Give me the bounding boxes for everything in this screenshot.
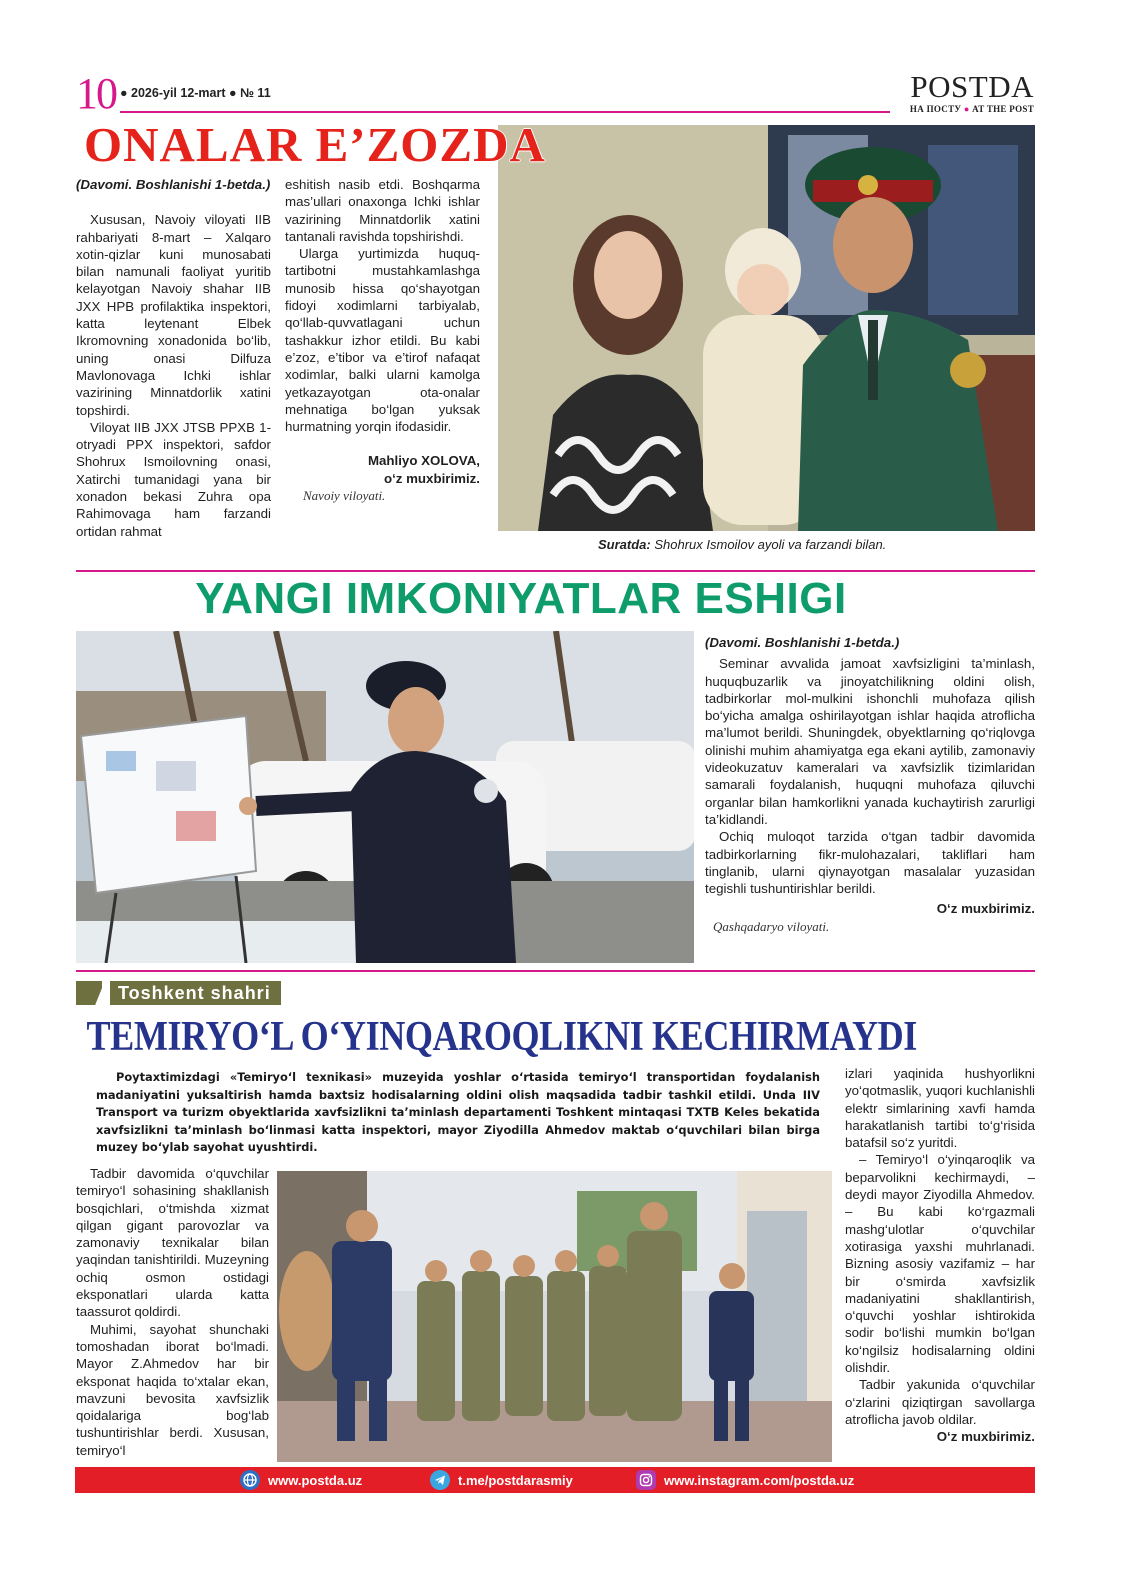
masthead-sub-right: AT THE POST	[972, 104, 1034, 114]
article3-paragraph: izlari yaqinida hushyorlikni yo‘qotmaslik, yuqori kuchlanishli elektr simlarining xavfi hamda harakatlanish tartibi to‘g‘risida batafsil so‘z yuritdi.	[845, 1066, 1035, 1151]
article3-paragraph: – Temiryo‘l o‘yinqaroqlik va beparvolikni kechirmaydi, – deydi mayor Ziyodilla Ahmedov. – Bu kabi ko‘rgazmali mashg‘ulotlar o‘quvchilar xotirasiga yaxshi muhrlanadi. Bizning asosiy vazifamiz – har bir o‘smirda xavfsizlik madaniyatini shakllantirish, o‘quvchi yoshlar ishtirokida sodir bo‘lishi mumkin bo‘lgan ko‘ngilsiz hodisalarning oldini olishdir.	[845, 1152, 1035, 1376]
masthead-sub-sep: ●	[963, 104, 970, 114]
article2-lead: (Davomi. Boshlanishi 1-betda.)	[705, 635, 900, 650]
masthead-logo: POSTDA	[910, 69, 1034, 104]
caption-text: Shohrux Ismoilov ayoli va farzandi bilan.	[650, 537, 887, 552]
article1-paragraph: Xususan, Navoiy viloyati IIB rahbariyati 8-mart – Xalqaro xotin-qizlar kuni munosabati bilan namunali faoliyat yuritib kelayotgan Navoiy shahar IIB JXX HPB profilaktika inspektori, katta leytenant Elbek Ikromovning xonadonida bo‘lib, uning onasi Dilfuza Mavlonovaga Ichki ishlar vazirining Minnatdorlik xatini topshirdi.	[76, 212, 271, 418]
footer-link-instagram[interactable]	[636, 1470, 854, 1490]
article1-paragraph: eshitish nasib etdi. Boshqarma mas’ullari onaxonga Ichki ishlar vazirining Minnatdorlik xatini tantanali ravishda topshirishdi.	[285, 177, 480, 244]
article1-author-role: o‘z muxbirimiz.	[383, 470, 480, 486]
footer-link-label: www.instagram.com/postda.uz	[664, 1472, 855, 1488]
article3-column-1	[76, 1165, 269, 1459]
article1-paragraph: Viloyat IIB JXX JTSB PPXB 1-otryadi PPX inspektori, safdor Shohrux Ismoilovning onasi, Xatirchi tumanidagi yana bir xonadon bekasi Zuhra opa Rahimovaga ham farzandi ortidan rahmat	[76, 419, 271, 539]
article3-paragraph: Tadbir yakunida o‘quvchilar o‘zlarini qiziqtirgan savollarga atroflicha javob oldilar.	[845, 1377, 1035, 1427]
section-divider	[76, 570, 1035, 572]
article1-paragraph: Ularga yurtimizda huquq-tartibotni mustahkamlashga munosib hissa qo‘shayotgan fidoyi xodimlarni tarbiyalab, qo‘llab-quvvatlagani uchun tashakkur izhor etildi. Bu kabi e’zoz, e’tibor va e’tirof nafaqat xodimlar, balki ularni kamolga yetkazayotgan ota-onalar mehnatiga bo‘lgan yuksak hurmatning yorqin ifodasidir.	[285, 246, 480, 435]
article1-author: Mahliyo XOLOVA,	[367, 453, 480, 469]
telegram-icon	[430, 1470, 450, 1490]
footer-link-label: www.postda.uz	[268, 1472, 363, 1488]
article3-column-2	[845, 1065, 1035, 1446]
footer-link-website[interactable]	[240, 1470, 362, 1490]
article2-title: YANGI IMKONIYATLAR ESHIGI	[195, 574, 847, 623]
article1-lead: (Davomi. Boshlanishi 1-betda.)	[76, 177, 271, 192]
article2-paragraph: Seminar avvalida jamoat xavfsizligini ta’minlash, huquqbuzarlik va jinoyatchilikning oldini olish, tadbirkorlar mol-mulkini ishonchli muhofaza qilish bo‘yicha amalga oshirilayotgan ishlar haqida atroflicha ma’lumot berildi. Shuningdek, obyektlarning qo‘riqlovga olinishi muhim ahamiyatga ega ekani aytilib, zamonaviy videokuzatuv kameralari va xavfsizlik tizimlaridan samarali foydalanish, huquqni muhofaza qiluvchi organlar bilan hamkorlikni yanada kuchaytirish zarurligi ta’kidlandi.	[705, 656, 1035, 827]
globe-icon	[240, 1470, 260, 1490]
article3-title: TEMIRYO‘L O‘YINQAROQLIKNI KECHIRMAYDI	[86, 1014, 917, 1060]
footer-link-telegram[interactable]	[430, 1470, 573, 1490]
article1-title: ONALAR E’ZOZDA	[84, 117, 546, 172]
issue-date-line: ● 2026-yil 12-mart ● № 11	[120, 86, 271, 100]
page-number: 10	[76, 69, 116, 118]
photo-seminar-officer	[76, 631, 694, 963]
footer-bar	[75, 1467, 1035, 1493]
article2-region: Qashqadaryo viloyati.	[713, 918, 830, 934]
header-divider	[120, 111, 890, 113]
masthead	[892, 69, 1034, 114]
article2-column	[705, 634, 1035, 935]
article3-paragraph: Muhimi, sayohat shunchaki tomoshadan iborat bo‘lmadi. Mayor Z.Ahmedov har bir eksponat haqida to‘xtalar ekan, mavzuni bevosita xavfsizlik qoidalariga bog‘lab tushuntirishlar berdi. Xususan, temiryo‘l	[76, 1321, 269, 1458]
article3-paragraph: Tadbir davomida o‘quvchilar temiryo‘l sohasining shakllanish bosqichlari, o‘tmishda xizmat qilgan gigant parovozlar va zamonaviy texnikalar bilan yaqindan tanishtirildi. Muzeyning ochiq osmon ostidagi eksponatlari ularda katta taassurot qoldirdi.	[76, 1166, 269, 1320]
article1-column-1	[76, 176, 271, 540]
article1-column-2	[285, 176, 480, 504]
article2-paragraph: Ochiq muloqot tarzida o‘tgan tadbir davomida tadbirkorlarning fikr-mulohazalari, takliflari ham tinglanib, ularni qiynayotgan masalalar yuzasidan tegishli tushuntirishlar berildi.	[705, 829, 1035, 897]
instagram-icon	[636, 1470, 656, 1490]
section-divider	[76, 970, 1035, 972]
caption-label: Suratda:	[598, 537, 651, 552]
article3-intro-text: Poytaxtimizdagi «Temiryoʻl texnikasi» muzeyida yoshlar oʻrtasida temiryoʻl transportidan foydalanish madaniyatini yuksaltirish hamda baxtsiz hodisalarning oldini olish maqsadida tadbir tashkil etildi. Unda IIV Transport va turizm obyektlarida xavfsizlikni taʼminlash departamenti Toshkent mintaqasi TXTB Keles bekatida xavfsizlikni taʼminlash boʻlinmasi katta inspektori, mayor Ziyodilla Ahmedov maktab oʻquvchilari bilan birga muzey boʻylab sayohat uyushtirdi.	[96, 1070, 820, 1154]
article1-region: Navoiy viloyati.	[303, 488, 386, 504]
article1-photo-caption	[598, 537, 886, 552]
article3-intro	[96, 1069, 820, 1157]
masthead-subtitle	[892, 104, 1034, 114]
photo-museum-group	[277, 1171, 832, 1462]
footer-link-label: t.me/postdarasmiy	[458, 1472, 573, 1488]
photo-family-officer	[498, 125, 1035, 531]
article3-author: O‘z muxbirimiz.	[936, 1429, 1035, 1445]
kicker-label: Toshkent shahri	[110, 981, 281, 1005]
article2-author: O‘z muxbirimiz.	[936, 901, 1035, 917]
masthead-sub-left: НА ПОСТУ	[909, 104, 962, 114]
